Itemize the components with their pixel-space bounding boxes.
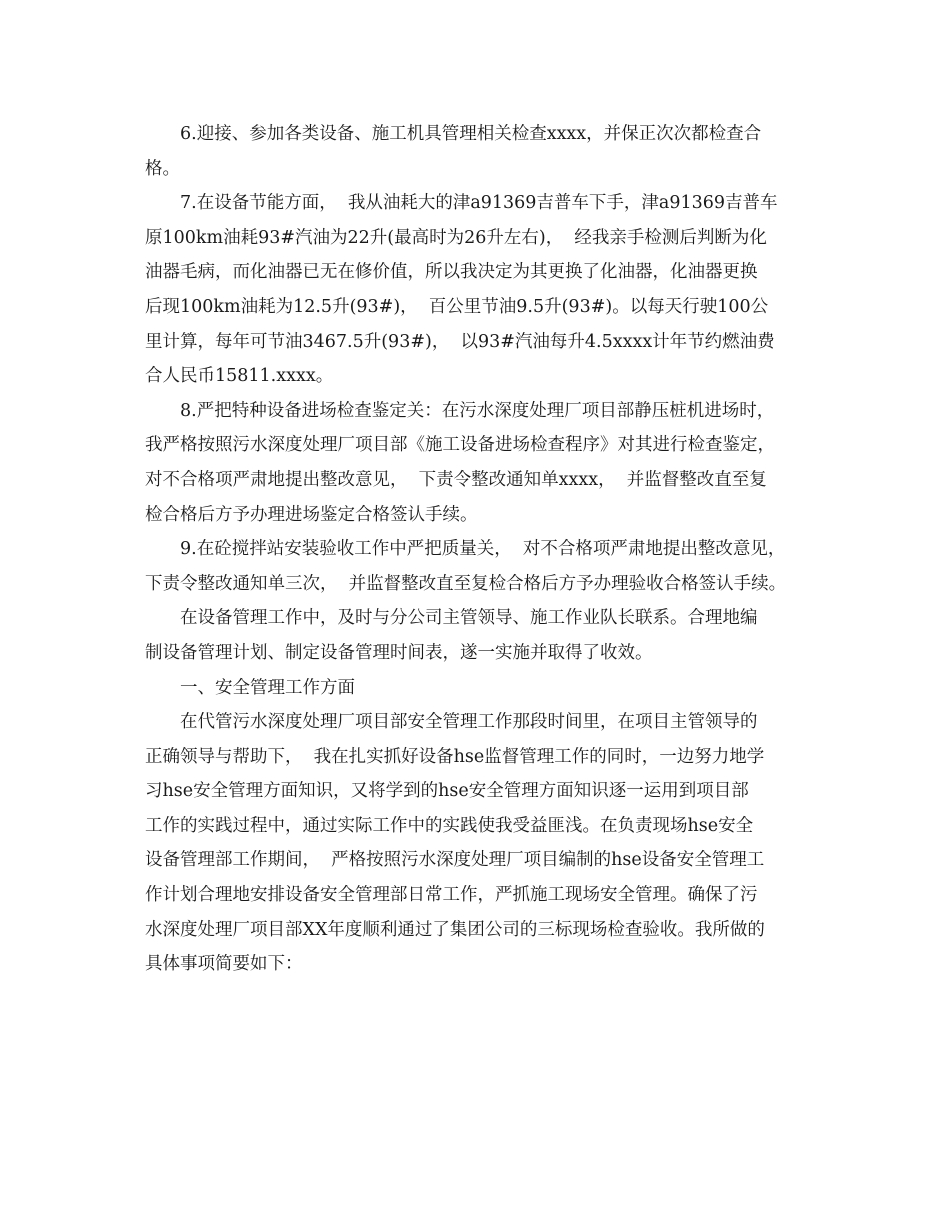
text-line: 一、安全管理工作方面 xyxy=(180,677,355,698)
text-line: 格。 xyxy=(145,158,180,179)
text-line: 制设备管理计划、制定设备管理时间表，遂一实施并取得了收效。 xyxy=(145,642,653,663)
text-line: 具体事项简要如下： xyxy=(145,954,303,975)
text-line: 下责令整改通知单三次， 并监督整改直至复检合格后方予办理验收合格签认手续。 xyxy=(145,573,787,594)
text-line: 7.在设备节能方面， 我从油耗大的津a91369吉普车下手，津a91369吉普车 xyxy=(180,193,778,214)
text-line: 在代管污水深度处理厂项目部安全管理工作那段时间里，在项目主管领导的 xyxy=(180,712,758,733)
text-line: 后现100km油耗为12.5升(93#)， 百公里节油9.5升(93#)。以每天行驶100公 xyxy=(145,296,769,317)
text-line: 油器毛病，而化油器已无在修价值，所以我决定为其更换了化油器，化油器更换 xyxy=(145,262,758,283)
text-line: 合人民币15811.xxxx。 xyxy=(145,366,334,387)
text-line: 我严格按照污水深度处理厂项目部《施工设备进场检查程序》对其进行检查鉴定， xyxy=(145,435,775,456)
text-line: 作计划合理地安排设备安全管理部日常工作，严抓施工现场安全管理。确保了污 xyxy=(145,885,758,906)
text-line: 检合格后方予办理进场鉴定合格签认手续。 xyxy=(145,504,478,525)
text-line: 水深度处理厂项目部XX年度顺利通过了集团公司的三标现场检查验收。我所做的 xyxy=(145,919,765,940)
document-body xyxy=(145,117,810,982)
text-line: 里计算，每年可节油3467.5升(93#)， 以93#汽油每升4.5xxxx计年节约燃油费 xyxy=(145,331,775,352)
text-line: 正确领导与帮助下， 我在扎实抓好设备hse监督管理工作的同时，一边努力地学 xyxy=(145,746,765,767)
text-line: 对不合格项严肃地提出整改意见， 下责令整改通知单xxxx， 并监督整改直至复 xyxy=(145,469,767,490)
text-line: 6.迎接、参加各类设备、施工机具管理相关检查xxxx，并保正次次都检查合 xyxy=(180,124,762,144)
text-line: 在设备管理工作中，及时与分公司主管领导、施工作业队长联系。合理地编 xyxy=(180,608,758,629)
text-line: 设备管理部工作期间， 严格按照污水深度处理厂项目编制的hse设备安全管理工 xyxy=(145,850,765,871)
text-line: 习hse安全管理方面知识，又将学到的hse安全管理方面知识逐一运用到项目部 xyxy=(145,781,749,802)
text-line: 9.在砼搅拌站安装验收工作中严把质量关， 对不合格项严肃地提出整改意见， xyxy=(180,539,786,560)
text-line: 工作的实践过程中，通过实际工作中的实践使我受益匪浅。在负责现场hse安全 xyxy=(145,815,754,836)
text-line: 原100km油耗93#汽油为22升(最高时为26升左右)， 经我亲手检测后判断为化 xyxy=(145,227,767,248)
text-line: 8.严把特种设备进场检查鉴定关：在污水深度处理厂项目部静压桩机进场时， xyxy=(180,400,775,421)
